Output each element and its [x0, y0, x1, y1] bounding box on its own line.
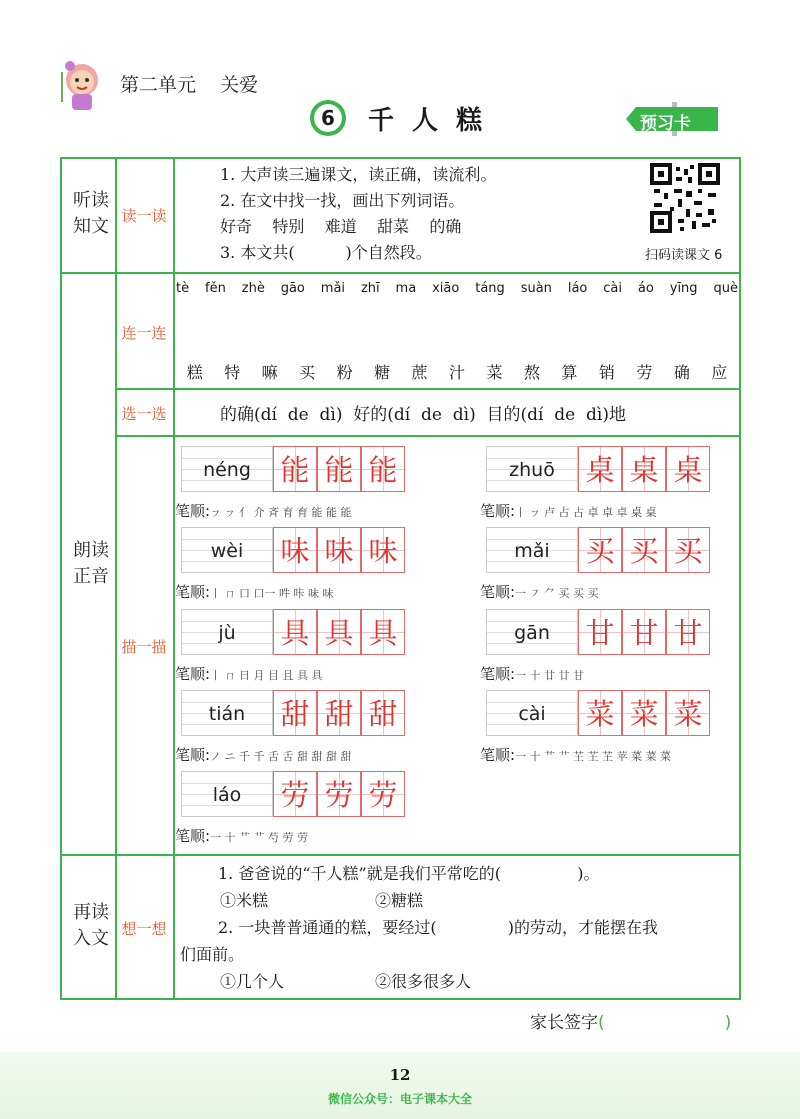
- tracing-char-box[interactable]: 劳: [317, 771, 361, 817]
- choose-pronunciation: 的确(dí de dì) 好的(dí de dì) 目的(dí de dì)地: [220, 405, 626, 425]
- stroke-sequence: 丨 ㄇ 口 口一 吽 咔 味 味: [210, 587, 334, 600]
- pinyin-row: [176, 281, 738, 296]
- pinyin-box: jù: [181, 609, 273, 655]
- section-read-aloud: 朗读正音: [73, 540, 109, 587]
- stroke-order: [480, 744, 671, 765]
- stroke-sequence: 丨 ㇷ 卢 占 占 卓 卓 卓 桌 桌: [515, 506, 657, 519]
- tracing-char-box[interactable]: 甜: [273, 690, 317, 736]
- tracing-char-box[interactable]: 甘: [622, 609, 666, 655]
- think-question-2: 2. 一块普普通通的糕，要经过( )的劳动，才能摆在我: [218, 918, 659, 937]
- hanzi-item[interactable]: 销: [598, 363, 615, 382]
- stroke-order: [175, 744, 352, 765]
- parent-signature[interactable]: 家长签字( ): [530, 1013, 732, 1033]
- pinyin-box: gān: [486, 609, 578, 655]
- think-question-1: 1. 爸爸说的“千人糕”就是我们平常吃的( )。: [218, 864, 600, 883]
- stroke-order: [175, 581, 334, 602]
- read-instruction-1: 1. 大声读三遍课文，读正确，读流利。: [220, 165, 497, 184]
- stroke-order-label: 笔顺:: [175, 502, 211, 520]
- stroke-order-label: 笔顺:: [480, 665, 516, 683]
- tracing-char-box[interactable]: 味: [317, 527, 361, 573]
- pinyin-item[interactable]: zhī: [360, 281, 380, 296]
- qr-caption: 扫码读课文 6: [645, 248, 723, 263]
- tracing-char-box[interactable]: 具: [317, 609, 361, 655]
- tracing-char-box[interactable]: 菜: [578, 690, 622, 736]
- pinyin-box: wèi: [181, 527, 273, 573]
- stroke-sequence: 丨 ㄇ 日 月 目 且 具 具: [210, 669, 323, 682]
- tracing-char-box[interactable]: 桌: [578, 446, 622, 492]
- stroke-order-label: 笔顺:: [480, 746, 516, 764]
- stroke-sequence: 一 十 艹 艹 芏 芏 芏 苹 菜 菜 菜: [515, 750, 672, 763]
- activity-connect: 连一连: [121, 324, 167, 342]
- pinyin-item[interactable]: cài: [603, 281, 623, 296]
- pinyin-box: láo: [181, 771, 273, 817]
- hanzi-item[interactable]: 汁: [449, 363, 466, 382]
- tracing-char-box[interactable]: 甜: [317, 690, 361, 736]
- pinyin-item[interactable]: zhè: [241, 281, 265, 296]
- tracing-char-box[interactable]: 菜: [666, 690, 710, 736]
- pinyin-box: zhuō: [486, 446, 578, 492]
- stroke-order-label: 笔顺:: [175, 583, 211, 601]
- unit-label: 第二单元: [120, 74, 197, 96]
- hanzi-item[interactable]: 劳: [636, 363, 653, 382]
- read-instruction-2: 2. 在文中找一找，画出下列词语。: [220, 191, 465, 210]
- stroke-order: [480, 500, 657, 521]
- hanzi-item[interactable]: 粉: [336, 363, 353, 382]
- footer-band: [0, 1052, 800, 1119]
- tracing-char-box[interactable]: 劳: [273, 771, 317, 817]
- stroke-sequence: 一 ㇇ ⺈ 买 买 买: [515, 587, 599, 600]
- q1-option-b[interactable]: ②糖糕: [375, 891, 424, 910]
- pinyin-item[interactable]: gāo: [280, 281, 305, 296]
- tracing-char-box[interactable]: 能: [273, 446, 317, 492]
- stroke-order-label: 笔顺:: [480, 502, 516, 520]
- lesson-number-badge: 6: [310, 100, 346, 136]
- hanzi-item[interactable]: 糕: [186, 363, 203, 382]
- tracing-char-box[interactable]: 能: [361, 446, 405, 492]
- hanzi-item[interactable]: 算: [561, 363, 578, 382]
- hanzi-item[interactable]: 确: [673, 363, 690, 382]
- tracing-char-box[interactable]: 味: [273, 527, 317, 573]
- wechat-account: 微信公众号：电子课本大全: [327, 1092, 472, 1106]
- section-listen: 听读知文: [73, 190, 109, 237]
- hanzi-item[interactable]: 特: [224, 363, 241, 382]
- stroke-order-label: 笔顺:: [480, 583, 516, 601]
- pinyin-item[interactable]: láo: [567, 281, 588, 296]
- qr-code-icon[interactable]: [650, 163, 720, 233]
- tracing-char-box[interactable]: 具: [361, 609, 405, 655]
- activity-trace: 描一描: [121, 638, 167, 656]
- think-question-2-cont: 们面前。: [180, 945, 245, 964]
- stroke-order: [175, 825, 308, 846]
- unit-header: [120, 70, 276, 97]
- tracing-char-box[interactable]: 桌: [622, 446, 666, 492]
- tracing-char-box[interactable]: 具: [273, 609, 317, 655]
- stroke-order: [480, 581, 599, 602]
- tracing-char-box[interactable]: 菜: [622, 690, 666, 736]
- pinyin-box: mǎi: [486, 527, 578, 573]
- pinyin-item[interactable]: què: [713, 281, 738, 296]
- pinyin-item[interactable]: táng: [475, 281, 505, 296]
- stroke-order: [175, 663, 323, 684]
- hanzi-item[interactable]: 菜: [486, 363, 503, 382]
- tracing-char-box[interactable]: 买: [578, 527, 622, 573]
- tracing-char-box[interactable]: 甘: [666, 609, 710, 655]
- tracing-char-box[interactable]: 能: [317, 446, 361, 492]
- stroke-sequence: ノ ニ 千 千 舌 舌 甜 甜 甜 甜: [210, 750, 352, 763]
- stroke-sequence: ㇷ ㇷ 亻 介 斉 育 育 能 能 能: [210, 506, 352, 519]
- stroke-order-label: 笔顺:: [175, 665, 211, 683]
- pinyin-box: tián: [181, 690, 273, 736]
- preview-card-tag: 预习卡: [640, 114, 691, 134]
- activity-choose: 选一选: [121, 405, 167, 423]
- stroke-order: [480, 663, 584, 684]
- unit-theme: 关爱: [220, 74, 259, 96]
- tracing-char-box[interactable]: 味: [361, 527, 405, 573]
- tracing-char-box[interactable]: 甜: [361, 690, 405, 736]
- pinyin-item[interactable]: áo: [637, 281, 654, 296]
- hanzi-item[interactable]: 蔗: [411, 363, 428, 382]
- lesson-title: 千人糕: [368, 105, 501, 136]
- pinyin-box: néng: [181, 446, 273, 492]
- pinyin-item[interactable]: suàn: [520, 281, 552, 296]
- pinyin-item[interactable]: ma: [395, 281, 417, 296]
- stroke-order-label: 笔顺:: [175, 827, 211, 845]
- signature-label: 家长签字: [530, 1013, 598, 1033]
- activity-think: 想一想: [121, 920, 167, 938]
- hanzi-item[interactable]: 嘛: [261, 363, 278, 382]
- section-reread: 再读入文: [73, 902, 109, 949]
- lesson-title-row: [310, 98, 500, 138]
- hanzi-row: [176, 360, 738, 383]
- stroke-sequence: 一 十 廿 廿 甘: [515, 669, 585, 682]
- pinyin-box: cài: [486, 690, 578, 736]
- page-number: 12: [389, 1066, 411, 1084]
- q2-option-b[interactable]: ②很多很多人: [375, 972, 472, 991]
- tracing-char-box[interactable]: 买: [622, 527, 666, 573]
- tracing-char-box[interactable]: 劳: [361, 771, 405, 817]
- pinyin-item[interactable]: tè: [176, 281, 190, 296]
- tracing-char-box[interactable]: 买: [666, 527, 710, 573]
- stroke-order: [175, 500, 352, 521]
- q1-option-a[interactable]: ①米糕: [220, 891, 269, 910]
- pinyin-item[interactable]: yīng: [669, 281, 698, 296]
- pinyin-item[interactable]: mǎi: [320, 281, 346, 296]
- activity-read: 读一读: [121, 207, 167, 225]
- stroke-order-label: 笔顺:: [175, 746, 211, 764]
- hanzi-item[interactable]: 买: [299, 363, 316, 382]
- q2-option-a[interactable]: ①几个人: [220, 972, 285, 991]
- hanzi-item[interactable]: 糖: [374, 363, 391, 382]
- pinyin-item[interactable]: xiāo: [432, 281, 460, 296]
- read-instruction-3: 3. 本文共( )个自然段。: [220, 243, 432, 262]
- hanzi-item[interactable]: 熬: [523, 363, 540, 382]
- mascot-icon: [52, 52, 110, 114]
- tracing-char-box[interactable]: 桌: [666, 446, 710, 492]
- vocab-words: 好奇 特别 难道 甜菜 的确: [220, 217, 462, 236]
- pinyin-item[interactable]: fěn: [205, 281, 226, 296]
- stroke-sequence: 一 十 艹 艹 芍 劳 劳: [210, 831, 309, 844]
- hanzi-item[interactable]: 应: [711, 363, 728, 382]
- tracing-char-box[interactable]: 甘: [578, 609, 622, 655]
